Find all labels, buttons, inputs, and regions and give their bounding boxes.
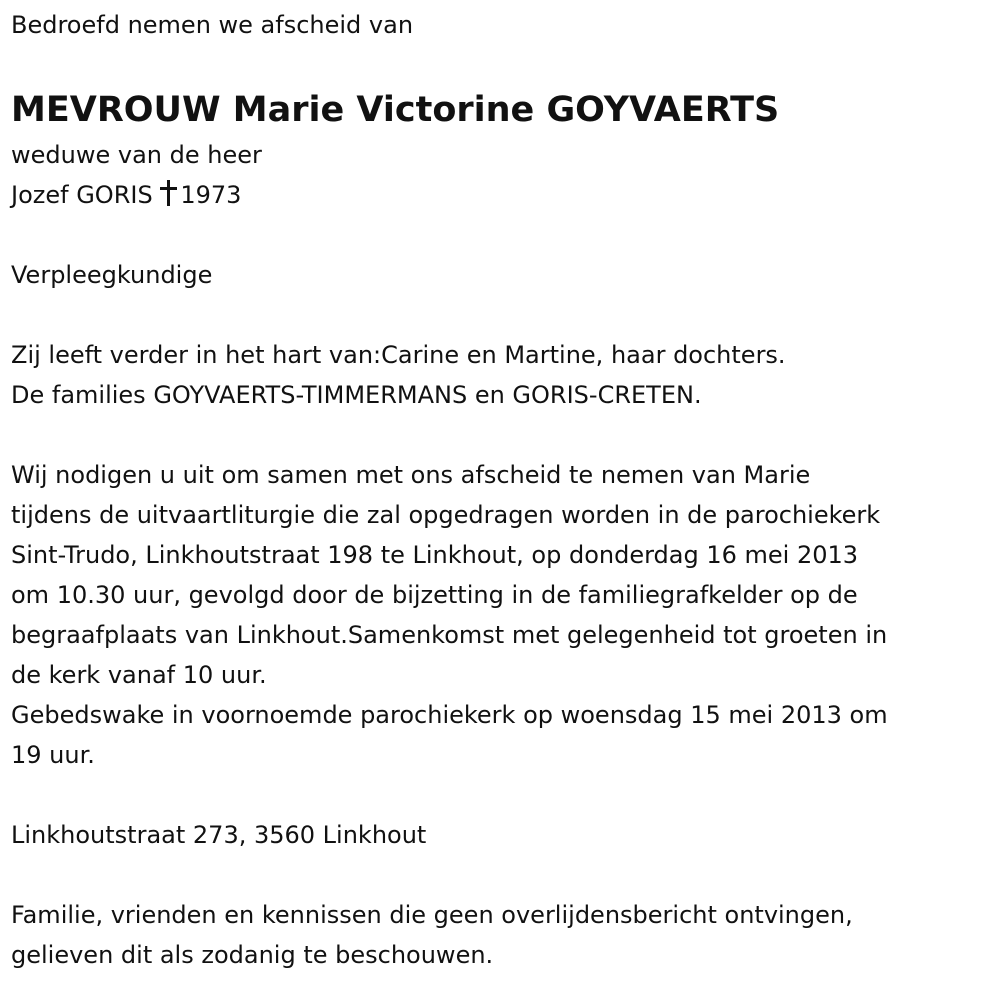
profession: Verpleegkundige — [11, 261, 213, 289]
invitation-line: Sint-Trudo, Linkhoutstraat 198 te Linkhout, op donderdag 16 mei 2013 — [11, 541, 859, 569]
cross-icon — [160, 180, 176, 206]
spacer — [11, 775, 996, 815]
invitation-line: Gebedswake in voornoemde parochiekerk op woensdag 15 mei 2013 om — [11, 701, 888, 729]
spouse-name: Jozef GORIS — [11, 181, 153, 209]
spacer — [11, 215, 996, 255]
invitation-line: begraafplaats van Linkhout.Samenkomst met gelegenheid tot groeten in — [11, 621, 888, 649]
survivors-line: De families GOYVAERTS-TIMMERMANS en GORIS-CRETEN. — [11, 381, 702, 409]
deceased-name: MEVROUW Marie Victorine GOYVAERTS — [11, 90, 780, 130]
spouse-death-year: 1973 — [180, 181, 242, 209]
spacer — [11, 855, 996, 895]
invitation-line: de kerk vanaf 10 uur. — [11, 661, 267, 689]
intro-text: Bedroefd nemen we afscheid van — [11, 11, 414, 39]
invitation-line: 19 uur. — [11, 741, 95, 769]
address: Linkhoutstraat 273, 3560 Linkhout — [11, 821, 427, 849]
spacer — [11, 295, 996, 335]
survivors-line: Zij leeft verder in het hart van:Carine en Martine, haar dochters. — [11, 341, 786, 369]
closing-line: gelieven dit als zodanig te beschouwen. — [11, 941, 494, 969]
spacer — [11, 415, 996, 455]
invitation-line: tijdens de uitvaartliturgie die zal opgedragen worden in de parochiekerk — [11, 501, 881, 529]
closing-line: Familie, vrienden en kennissen die geen overlijdensbericht ontvingen, — [11, 901, 853, 929]
invitation-line: Wij nodigen u uit om samen met ons afscheid te nemen van Marie — [11, 461, 811, 489]
spouse-line — [11, 175, 996, 215]
widow-line: weduwe van de heer — [11, 141, 262, 169]
obituary-notice — [11, 0, 996, 975]
invitation-line: om 10.30 uur, gevolgd door de bijzetting in de familiegrafkelder op de — [11, 581, 858, 609]
